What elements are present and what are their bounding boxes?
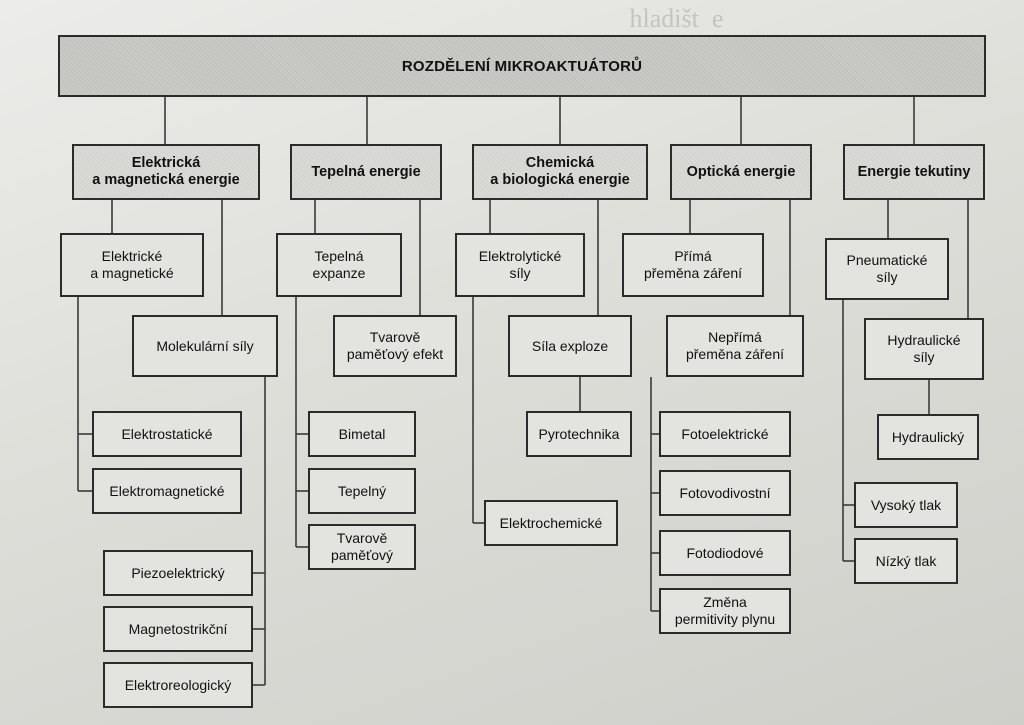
item-box [659,530,791,576]
group-box [60,233,204,297]
item-box [92,411,242,457]
category-box-label: Elektrická a magnetická energie [92,155,240,188]
item-box-label: Fotodiodové [686,544,764,561]
group-box-label: Tvarově paměťový efekt [346,329,444,362]
item-box [659,470,791,516]
group-box-label: Hydraulické síly [887,332,961,365]
group-box [132,315,278,377]
item-box [103,550,253,596]
item-box [92,468,242,514]
item-box-label: Fotovodivostní [679,484,771,501]
item-box-label: Elektrostatické [121,425,213,442]
category-box-label: Optická energie [686,163,796,180]
group-box [825,238,949,300]
group-box [276,233,402,297]
item-box [308,524,416,570]
item-box-label: Magnetostrikční [128,620,228,637]
group-box [864,318,984,380]
item-box-label: Elektrochemické [499,514,603,531]
item-box-label: Nízký tlak [875,552,937,569]
group-box-label: Tepelná expanze [312,248,366,281]
root-box [58,35,986,97]
item-box [308,411,416,457]
item-box-label: Fotoelektrické [681,425,769,442]
item-box [484,500,618,546]
background-text-line: hladišt e [610,4,724,33]
group-box [666,315,804,377]
item-box-label: Bimetal [338,425,386,442]
item-box [526,411,632,457]
category-box-label: Chemická a biologická energie [490,155,630,188]
group-box [455,233,585,297]
group-box-label: Pneumatické síly [846,252,928,285]
item-box [854,482,958,528]
group-box-label: Molekulární síly [156,337,254,354]
item-box [103,662,253,708]
group-box [333,315,457,377]
item-box-label: Pyrotechnika [538,425,620,442]
group-box-label: Přímá přeměna záření [643,248,743,281]
item-box [659,411,791,457]
category-box-label: Tepelná energie [311,163,421,180]
item-box-label: Změna permitivity plynu [674,594,776,627]
category-box [472,144,648,200]
group-box-label: Síla exploze [531,337,609,354]
item-box-label: Tvarově paměťový [330,530,394,563]
item-box-label: Elektromagnetické [109,482,225,499]
item-box [854,538,958,584]
item-box-label: Piezoelektrický [131,564,225,581]
category-box [843,144,985,200]
group-box [508,315,632,377]
category-box [290,144,442,200]
item-box-label: Hydraulický [891,428,965,445]
category-box-label: Energie tekutiny [857,163,971,180]
item-box-label: Elektroreologický [124,676,232,693]
group-box-label: Nepřímá přeměna záření [685,329,785,362]
item-box [659,588,791,634]
root-box-label: ROZDĚLENÍ MIKROAKTUÁTORŮ [401,57,643,75]
group-box-label: Elektrolytické síly [478,248,562,281]
item-box-label: Vysoký tlak [870,496,942,513]
group-box [622,233,764,297]
category-box [670,144,812,200]
item-box [103,606,253,652]
category-box [72,144,260,200]
item-box [877,414,979,460]
item-box-label: Tepelný [337,482,387,499]
item-box [308,468,416,514]
group-box-label: Elektrické a magnetické [90,248,174,281]
